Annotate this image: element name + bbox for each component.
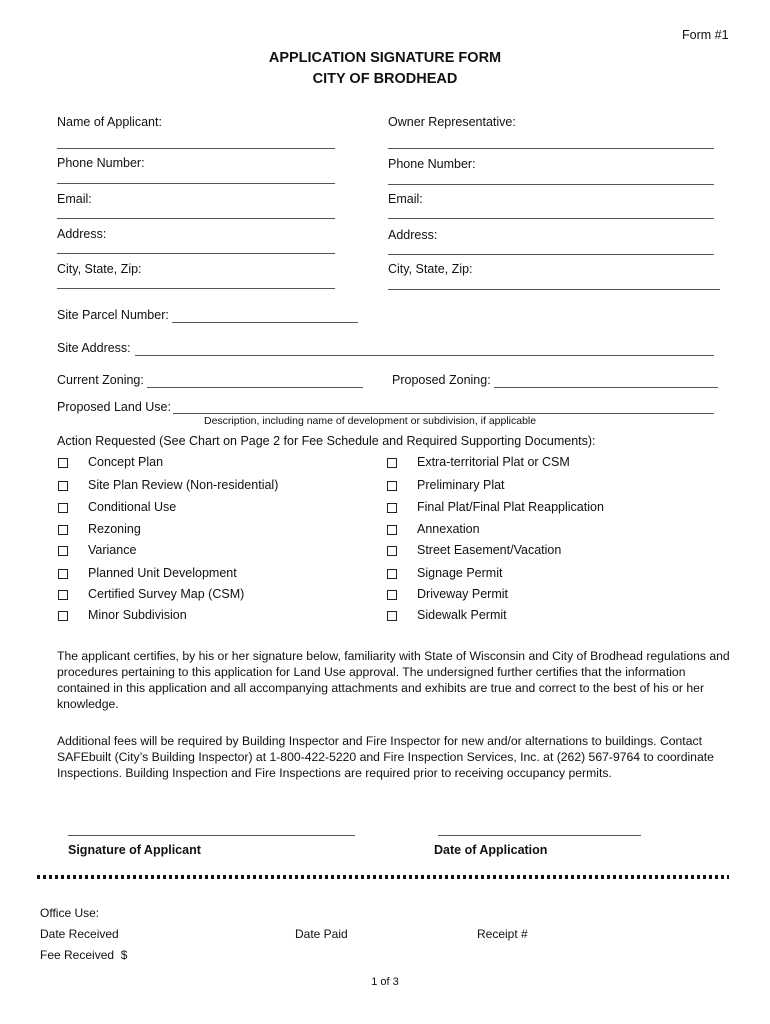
certification-text: The applicant certifies, by his or her signature below, familiarity with State of Wisconsin and City of Brodhead regulations and procedures pertaining to this application for Land Use approval. The undersigned further certifies that the information contained in this application and all accompanying attachments and exhibits are true and correct to the best of his or her knowledge. [57, 649, 730, 711]
owner-address-label: Address: [388, 228, 438, 242]
owner-phone-field[interactable] [388, 184, 714, 185]
applicant-name-label: Name of Applicant: [57, 115, 162, 129]
owner-name-label: Owner Representative: [388, 115, 516, 129]
site-parcel-label: Site Parcel Number: [57, 308, 169, 322]
fees-text: Additional fees will be required by Building Inspector and Fire Inspector for new and/or alternations to buildings. Contact SAFEbuilt (City’s Building Inspector) at 1-800-422-5220 and Fire Inspection Services, Inc. at (262) 567-9764 to coordinate Inspections. Building Inspection and Fire Inspections are required prior to receiving occupancy permits. [57, 734, 714, 780]
proposed-zoning-label: Proposed Zoning: [392, 373, 491, 387]
action-label: Minor Subdivision [88, 608, 187, 622]
action-label: Sidewalk Permit [417, 608, 507, 622]
applicant-phone-label: Phone Number: [57, 156, 145, 170]
cut-line-divider [37, 875, 729, 879]
receipt-label: Receipt # [477, 927, 528, 941]
owner-name-field[interactable] [388, 148, 714, 149]
checkbox[interactable] [387, 503, 397, 513]
applicant-email-field[interactable] [57, 218, 335, 219]
checkbox[interactable] [58, 481, 68, 491]
owner-email-field[interactable] [388, 218, 714, 219]
signature-field[interactable] [68, 835, 355, 836]
checkbox[interactable] [387, 590, 397, 600]
applicant-address-label: Address: [57, 227, 107, 241]
land-use-hint: Description, including name of development or subdivision, if applicable [204, 415, 537, 427]
page-subtitle: CITY OF BRODHEAD [312, 71, 458, 87]
current-zoning-field[interactable] [147, 387, 363, 388]
owner-address-field[interactable] [388, 254, 714, 255]
current-zoning-label: Current Zoning: [57, 373, 144, 387]
proposed-land-use-field[interactable] [173, 413, 714, 414]
page-number: 1 of 3 [371, 976, 399, 988]
action-label: Variance [88, 543, 137, 557]
action-label: Final Plat/Final Plat Reapplication [417, 500, 604, 514]
proposed-zoning-field[interactable] [494, 387, 718, 388]
checkbox[interactable] [387, 525, 397, 535]
checkbox[interactable] [58, 569, 68, 579]
checkbox[interactable] [387, 611, 397, 621]
owner-city-field[interactable] [388, 289, 720, 290]
action-label: Conditional Use [88, 500, 177, 514]
office-use-heading: Office Use: [40, 906, 100, 920]
action-label: Street Easement/Vacation [417, 543, 562, 557]
action-label: Extra-territorial Plat or CSM [417, 455, 570, 469]
site-parcel-field[interactable] [172, 322, 358, 323]
checkbox[interactable] [387, 569, 397, 579]
action-label: Site Plan Review (Non-residential) [88, 478, 279, 492]
checkbox[interactable] [58, 458, 68, 468]
action-label: Rezoning [88, 522, 141, 536]
date-field[interactable] [438, 835, 641, 836]
owner-city-label: City, State, Zip: [388, 262, 473, 276]
date-paid-label: Date Paid [295, 927, 348, 941]
action-label: Preliminary Plat [417, 478, 505, 492]
checkbox[interactable] [58, 525, 68, 535]
proposed-land-use-label: Proposed Land Use: [57, 400, 171, 414]
applicant-name-field[interactable] [57, 148, 335, 149]
site-address-field[interactable] [135, 355, 714, 356]
checkbox[interactable] [387, 458, 397, 468]
applicant-email-label: Email: [57, 192, 92, 206]
action-label: Annexation [417, 522, 480, 536]
action-requested-label: Action Requested (See Chart on Page 2 for Fee Schedule and Required Supporting Documents): [57, 434, 596, 448]
applicant-address-field[interactable] [57, 253, 335, 254]
action-label: Driveway Permit [417, 587, 508, 601]
signature-label: Signature of Applicant [68, 843, 201, 857]
checkbox[interactable] [387, 481, 397, 491]
fee-received-label: Fee Received $ [40, 948, 128, 962]
site-address-label: Site Address: [57, 341, 131, 355]
checkbox[interactable] [58, 503, 68, 513]
owner-email-label: Email: [388, 192, 423, 206]
action-label: Planned Unit Development [88, 566, 237, 580]
owner-phone-label: Phone Number: [388, 157, 476, 171]
action-label: Concept Plan [88, 455, 164, 469]
checkbox[interactable] [58, 546, 68, 556]
applicant-city-label: City, State, Zip: [57, 262, 142, 276]
date-received-label: Date Received [40, 927, 119, 941]
date-label: Date of Application [434, 843, 548, 857]
checkbox[interactable] [387, 546, 397, 556]
checkbox[interactable] [58, 611, 68, 621]
applicant-phone-field[interactable] [57, 183, 335, 184]
checkbox[interactable] [58, 590, 68, 600]
action-label: Signage Permit [417, 566, 503, 580]
page-title: APPLICATION SIGNATURE FORM [268, 50, 502, 66]
action-label: Certified Survey Map (CSM) [88, 587, 245, 601]
form-number: Form #1 [682, 28, 729, 42]
applicant-city-field[interactable] [57, 288, 335, 289]
